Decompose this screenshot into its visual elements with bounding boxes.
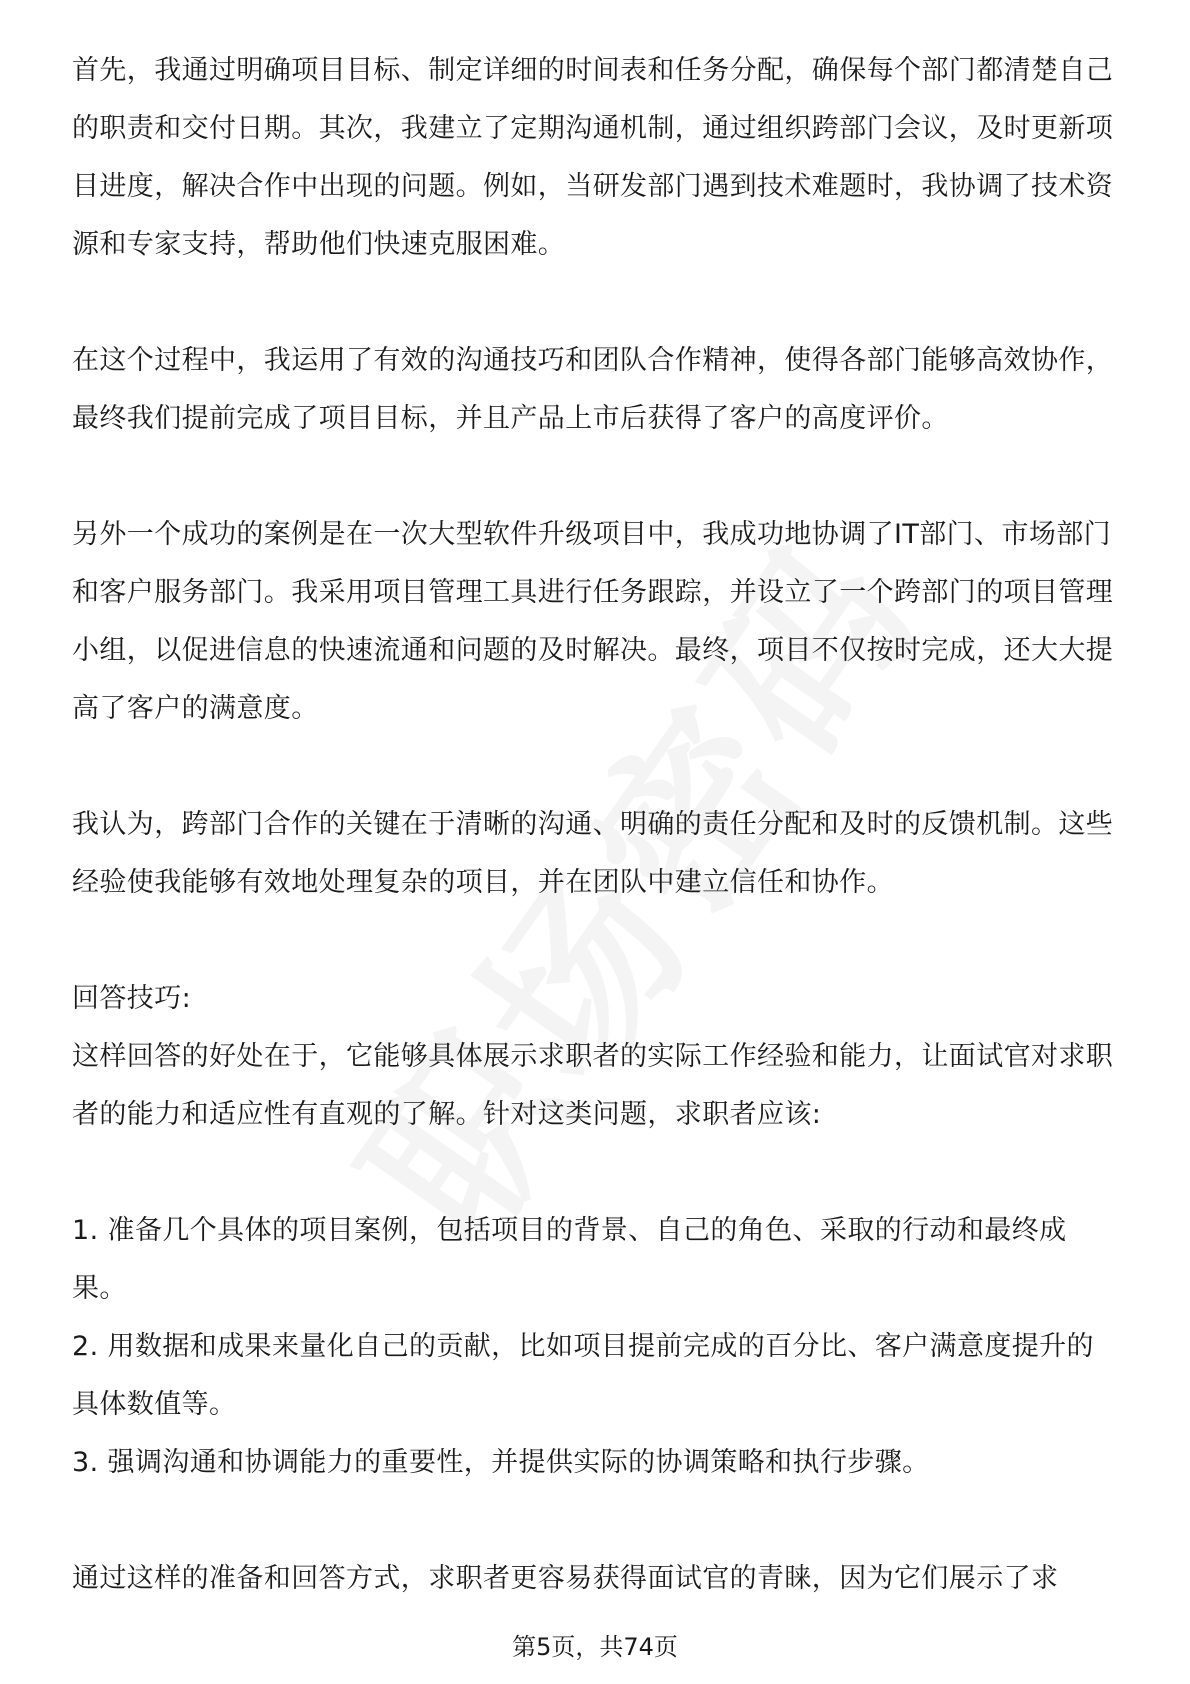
- paragraph-gap: [72, 1144, 1118, 1202]
- section-heading-tips: 回答技巧:: [72, 983, 192, 1014]
- paragraph-second-case: 另外一个成功的案例是在一次大型软件升级项目中，我成功地协调了IT部门、市场部门和客户服务部门。我采用项目管理工具进行任务跟踪，并设立了一个跨部门的项目管理小组，以促进信息的快速流通和问题的及时解决。最终，项目不仅按时完成，还大大提高了客户的满意度。: [72, 519, 1114, 724]
- paragraph-gap: [72, 738, 1118, 796]
- paragraph-gap: [72, 274, 1118, 332]
- paragraph-tips-intro: 这样回答的好处在于，它能够具体展示求职者的实际工作经验和能力，让面试官对求职者的能力和适应性有直观的了解。针对这类问题，求职者应该:: [72, 1041, 1114, 1130]
- paragraph-closing: 通过这样的准备和回答方式，求职者更容易获得面试官的青睐，因为它们展示了求: [72, 1563, 1059, 1594]
- page-number: 第5页，共74页: [512, 1633, 678, 1661]
- paragraph-gap: [72, 448, 1118, 506]
- paragraph-gap: [72, 1492, 1118, 1550]
- paragraph-result: 在这个过程中，我运用了有效的沟通技巧和团队合作精神，使得各部门能够高效协作，最终我们提前完成了项目目标，并且产品上市后获得了客户的高度评价。: [72, 345, 1114, 434]
- list-item-3: 3. 强调沟通和协调能力的重要性，并提供实际的协调策略和执行步骤。: [72, 1447, 930, 1478]
- list-item-1: 1. 准备几个具体的项目案例，包括项目的背景、自己的角色、采取的行动和最终成果。: [72, 1215, 1067, 1304]
- paragraph-conclusion: 我认为，跨部门合作的关键在于清晰的沟通、明确的责任分配和及时的反馈机制。这些经验使我能够有效地处理复杂的项目，并在团队中建立信任和协作。: [72, 809, 1114, 898]
- document-page: [72, 42, 1118, 1608]
- paragraph-coordination-method: 首先，我通过明确项目目标、制定详细的时间表和任务分配，确保每个部门都清楚自己的职责和交付日期。其次，我建立了定期沟通机制，通过组织跨部门会议，及时更新项目进度，解决合作中出现的问题。例如，当研发部门遇到技术难题时，我协调了技术资源和专家支持，帮助他们快速克服困难。: [72, 55, 1114, 260]
- list-item-2: 2. 用数据和成果来量化自己的贡献，比如项目提前完成的百分比、客户满意度提升的具体数值等。: [72, 1331, 1094, 1420]
- paragraph-gap: [72, 912, 1118, 970]
